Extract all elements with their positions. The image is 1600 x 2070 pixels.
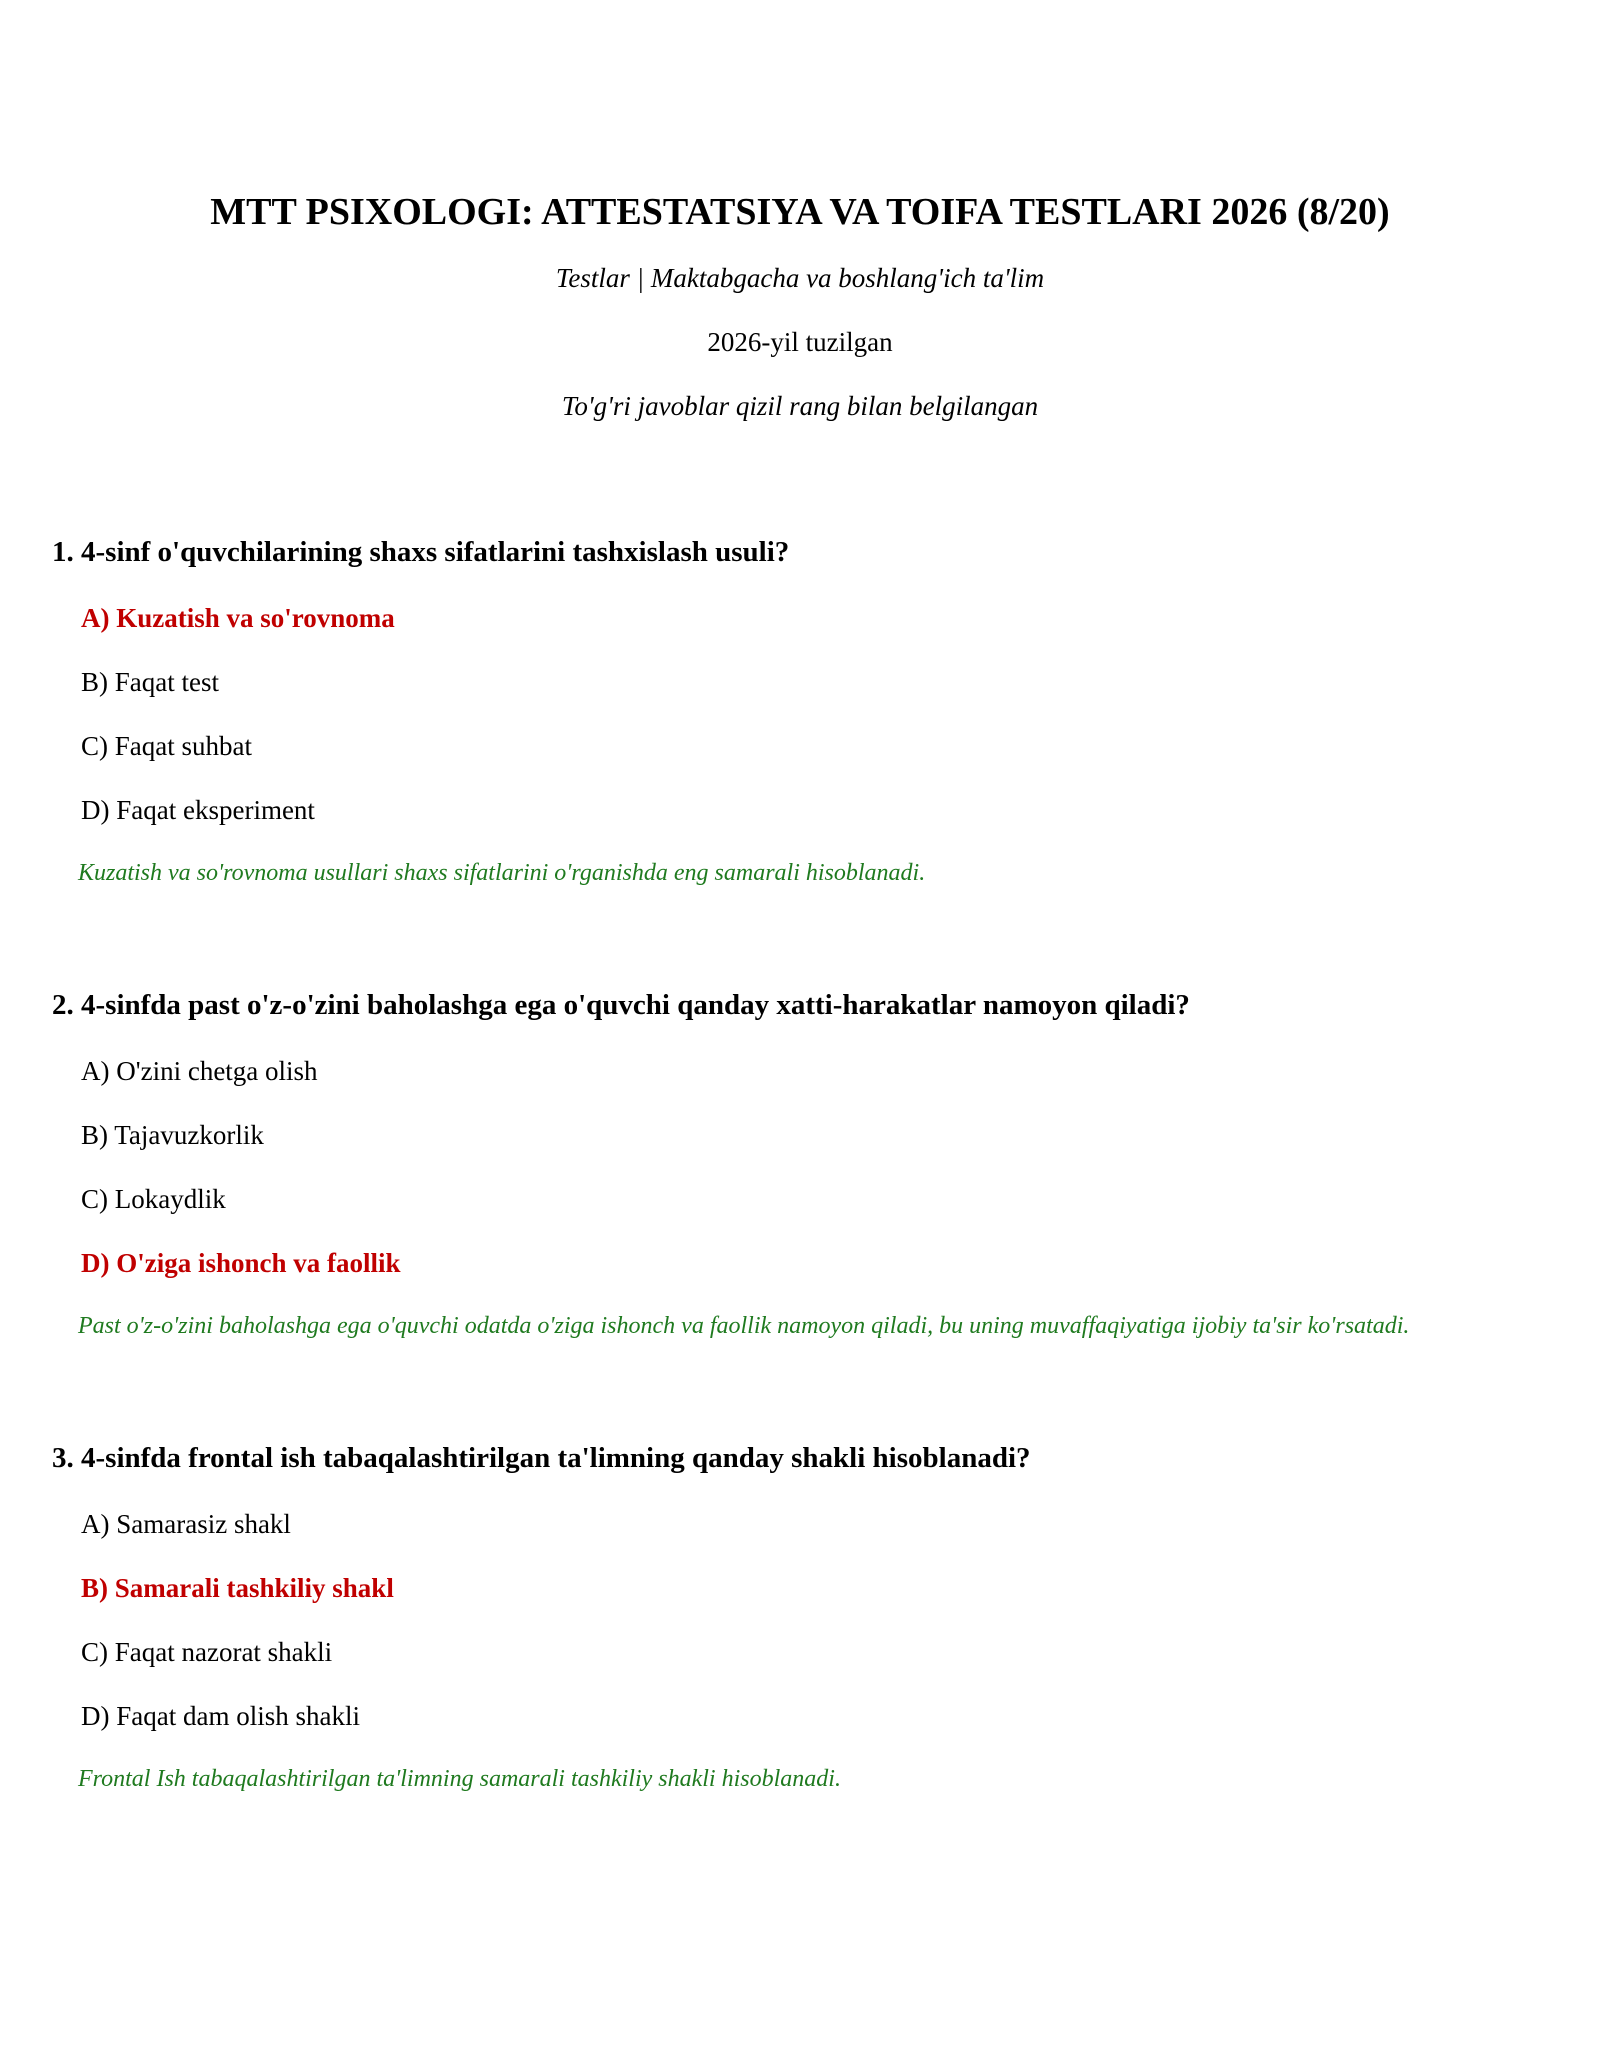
document-header — [0, 186, 1600, 424]
answer-explanation: Kuzatish va so'rovnoma usullari shaxs sifatlarini o'rganishda eng samarali hisoblanadi. — [78, 860, 926, 886]
compiled-year: 2026-yil tuzilgan — [707, 327, 893, 357]
page-subtitle: Testlar | Maktabgacha va boshlang'ich ta'lim — [555, 263, 1045, 293]
question-text: 1. 4-sinf o'quvchilarining shaxs sifatlarini tashxislash usuli? — [52, 536, 790, 568]
option-b: B) Tajavuzkorlik — [81, 1120, 264, 1150]
option-d: D) Faqat eksperiment — [81, 795, 315, 825]
question-text: 2. 4-sinfda past o'z-o'zini baholashga ega o'quvchi qanday xatti-harakatlar namoyon qiladi? — [52, 989, 1190, 1021]
correct-answer-note: To'g'ri javoblar qizil rang bilan belgilangan — [561, 391, 1039, 421]
option-d-correct: D) O'ziga ishonch va faollik — [81, 1248, 401, 1278]
question-1 — [52, 532, 1552, 890]
answer-explanation: Past o'z-o'zini baholashga ega o'quvchi odatda o'ziga ishonch va faollik namoyon qiladi, bu uning muvaffaqiyatiga ijobiy ta'sir ko'rsatadi. — [78, 1313, 1410, 1339]
option-a: A) Samarasiz shakl — [81, 1509, 291, 1539]
option-c: C) Faqat nazorat shakli — [81, 1637, 333, 1667]
option-a: A) O'zini chetga olish — [81, 1056, 318, 1086]
option-c: C) Faqat suhbat — [81, 731, 252, 761]
answer-explanation: Frontal Ish tabaqalashtirilgan ta'limning samarali tashkiliy shakli hisoblanadi. — [78, 1766, 841, 1792]
option-d: D) Faqat dam olish shakli — [81, 1701, 360, 1731]
question-3 — [52, 1438, 1552, 1796]
page-title: MTT PSIXOLOGI: ATTESTATSIYA VA TOIFA TESTLARI 2026 (8/20) — [210, 191, 1390, 233]
question-2 — [52, 985, 1552, 1343]
question-text: 3. 4-sinfda frontal ish tabaqalashtirilgan ta'limning qanday shakli hisoblanadi? — [52, 1442, 1031, 1474]
option-a-correct: A) Kuzatish va so'rovnoma — [81, 603, 395, 633]
option-c: C) Lokaydlik — [81, 1184, 226, 1214]
option-b: B) Faqat test — [81, 667, 219, 697]
option-b-correct: B) Samarali tashkiliy shakl — [81, 1573, 394, 1603]
